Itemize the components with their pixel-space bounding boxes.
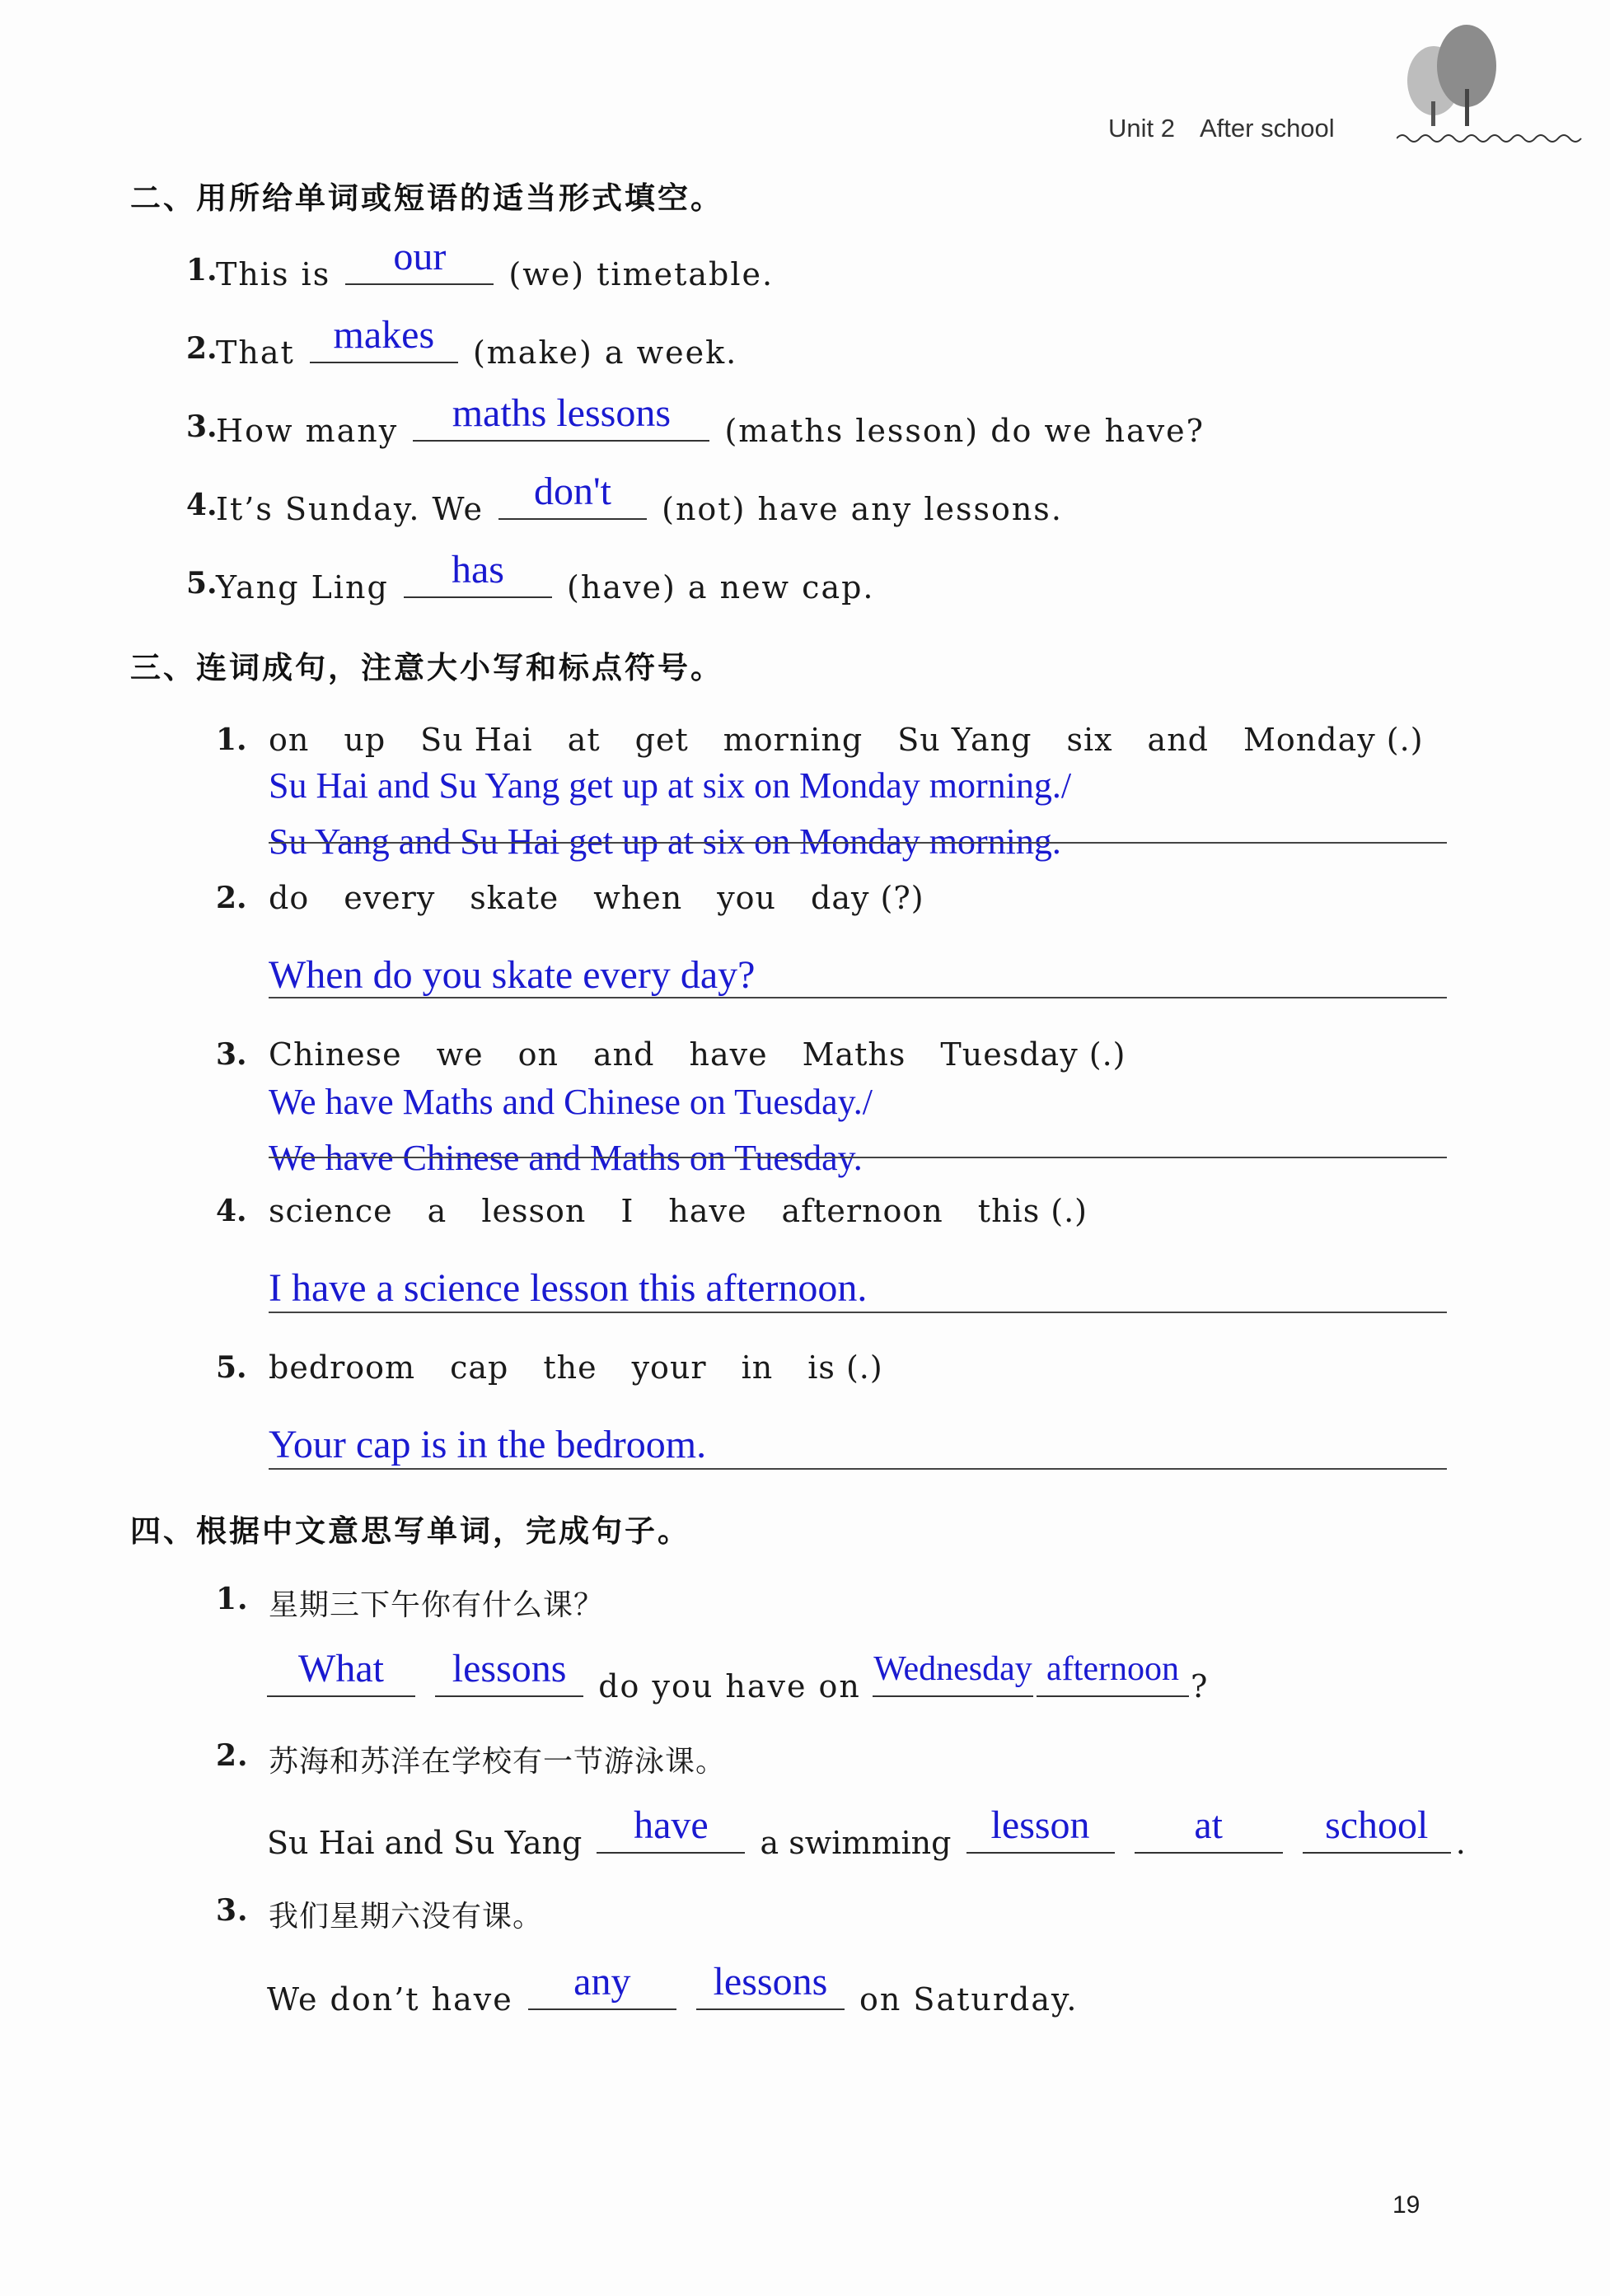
s3-item-5-words bbox=[216, 1343, 918, 1392]
answer-blank bbox=[1135, 1803, 1283, 1854]
section-3-heading: 三、连词成句，注意大小写和标点符号。 bbox=[130, 650, 723, 685]
item-text: It’s Sunday. We bbox=[216, 491, 484, 527]
word: I bbox=[620, 1193, 634, 1229]
s4-item-1-english bbox=[262, 1647, 1210, 1707]
answer-text: We have Maths and Chinese on Tuesday./ bbox=[269, 1082, 873, 1122]
header-title: After school bbox=[1199, 114, 1335, 143]
item-text: Yang Ling bbox=[216, 569, 389, 606]
trees-icon bbox=[1397, 23, 1512, 130]
word: Su Hai bbox=[420, 722, 533, 758]
answer-text: Your cap is in the bedroom. bbox=[269, 1423, 707, 1466]
word: you bbox=[717, 880, 777, 916]
word: every bbox=[344, 880, 436, 916]
word: science bbox=[269, 1193, 393, 1229]
word: morning bbox=[723, 722, 864, 758]
answer-text: afternoon bbox=[1046, 1650, 1179, 1688]
answer-text: any bbox=[573, 1960, 631, 2004]
word: is (.) bbox=[807, 1349, 883, 1386]
s3-item-4-words bbox=[216, 1186, 1122, 1236]
item-text: Su Hai and Su Yang bbox=[267, 1825, 583, 1861]
word: cap bbox=[450, 1349, 509, 1386]
word: at bbox=[567, 722, 601, 758]
answer-blank bbox=[528, 1960, 676, 2010]
answer-text: our bbox=[393, 235, 447, 278]
header-unit: Unit 2 bbox=[1108, 114, 1175, 143]
answer-line bbox=[269, 1312, 1447, 1313]
word: on bbox=[269, 722, 310, 758]
word: bedroom bbox=[269, 1349, 416, 1386]
item-text: do you have on bbox=[598, 1668, 861, 1704]
answer-blank bbox=[966, 1803, 1115, 1854]
item-text: . bbox=[1455, 1825, 1467, 1861]
word: we bbox=[436, 1036, 484, 1073]
s3-item-1-words bbox=[216, 715, 1458, 765]
answer-text: has bbox=[451, 548, 504, 592]
item-text: (make) a week. bbox=[472, 334, 738, 371]
answer-text: don't bbox=[534, 470, 612, 513]
word: and bbox=[593, 1036, 655, 1073]
s4-item-3-chinese bbox=[216, 1893, 544, 1935]
chinese-sentence: 我们星期六没有课。 bbox=[269, 1900, 544, 1934]
item-number: 3. bbox=[216, 1037, 247, 1072]
answer-blank bbox=[1303, 1803, 1451, 1854]
item-number: 3. bbox=[186, 409, 218, 444]
item-text: (we) timetable. bbox=[508, 256, 775, 292]
word: the bbox=[543, 1349, 597, 1386]
word: and bbox=[1147, 722, 1210, 758]
word: in bbox=[741, 1349, 774, 1386]
word: Monday (.) bbox=[1243, 722, 1424, 758]
s2-item-4 bbox=[186, 470, 1063, 530]
item-number: 1. bbox=[216, 722, 247, 757]
item-text: This is bbox=[216, 256, 331, 292]
item-text: That bbox=[216, 334, 295, 371]
item-number: 1. bbox=[216, 1582, 249, 1616]
word: get bbox=[634, 722, 689, 758]
word: Su Yang bbox=[897, 722, 1032, 758]
item-number: 5. bbox=[186, 566, 218, 601]
answer-line bbox=[269, 997, 1447, 998]
item-number: 5. bbox=[216, 1350, 247, 1385]
answer-blank bbox=[435, 1647, 583, 1697]
answer-text: maths lessons bbox=[452, 391, 672, 435]
answer-blank bbox=[597, 1803, 745, 1854]
answer-blank bbox=[413, 391, 709, 442]
answer-text: lessons bbox=[452, 1647, 567, 1690]
section-4-heading: 四、根据中文意思写单词，完成句子。 bbox=[130, 1513, 690, 1549]
word: Chinese bbox=[269, 1036, 402, 1073]
item-text: ? bbox=[1190, 1668, 1210, 1704]
item-number: 2. bbox=[216, 881, 247, 915]
answer-blank bbox=[267, 1647, 415, 1697]
running-header bbox=[1108, 114, 1335, 143]
s2-item-2 bbox=[186, 313, 738, 373]
answer-text: school bbox=[1325, 1803, 1429, 1847]
word: afternoon bbox=[781, 1193, 943, 1229]
answer-blank bbox=[696, 1960, 845, 2010]
answer-text: What bbox=[298, 1647, 384, 1690]
chinese-sentence: 星期三下午你有什么课？ bbox=[269, 1588, 605, 1622]
page-number: 19 bbox=[1392, 2191, 1420, 2219]
word: have bbox=[689, 1036, 768, 1073]
wave-divider bbox=[1397, 130, 1586, 147]
word: lesson bbox=[481, 1193, 587, 1229]
item-text: How many bbox=[216, 413, 399, 449]
s2-item-3 bbox=[186, 391, 1205, 451]
word: Tuesday (.) bbox=[940, 1036, 1126, 1073]
answer-text: We have Chinese and Maths on Tuesday. bbox=[269, 1138, 863, 1178]
answer-blank bbox=[873, 1650, 1033, 1697]
answer-text: lesson bbox=[990, 1803, 1090, 1847]
word: up bbox=[344, 722, 386, 758]
answer-blank bbox=[310, 313, 458, 363]
word: your bbox=[631, 1349, 707, 1386]
answer-text: I have a science lesson this afternoon. bbox=[269, 1266, 868, 1310]
word: a bbox=[427, 1193, 447, 1229]
answer-line bbox=[269, 1468, 1447, 1470]
s3-item-2-words bbox=[216, 873, 959, 923]
word: Maths bbox=[802, 1036, 906, 1073]
word: on bbox=[517, 1036, 559, 1073]
item-number: 2. bbox=[186, 331, 218, 366]
answer-line bbox=[269, 1157, 1447, 1158]
item-number: 3. bbox=[216, 1893, 249, 1928]
s4-item-2-chinese bbox=[216, 1738, 727, 1780]
item-number: 4. bbox=[186, 488, 218, 522]
item-number: 2. bbox=[216, 1738, 249, 1773]
s3-item-3-words bbox=[216, 1030, 1160, 1079]
answer-blank bbox=[345, 235, 494, 285]
answer-text: at bbox=[1194, 1803, 1223, 1847]
s2-item-1 bbox=[186, 235, 775, 295]
section-2-heading: 二、用所给单词或短语的适当形式填空。 bbox=[130, 180, 723, 216]
item-text: We don’t have bbox=[267, 1981, 513, 2018]
answer-text: Su Hai and Su Yang get up at six on Monday morning./ bbox=[269, 765, 1072, 806]
s2-item-5 bbox=[186, 548, 875, 608]
word: six bbox=[1066, 722, 1113, 758]
answer-line bbox=[269, 842, 1447, 844]
word: day (?) bbox=[811, 880, 924, 916]
answer-blank bbox=[404, 548, 552, 598]
item-number: 4. bbox=[216, 1194, 247, 1228]
chinese-sentence: 苏海和苏洋在学校有一节游泳课。 bbox=[269, 1745, 727, 1779]
answer-text: Su Yang and Su Hai get up at six on Monday morning. bbox=[269, 821, 1061, 862]
item-number: 1. bbox=[186, 253, 218, 288]
item-text: a swimming bbox=[760, 1825, 952, 1861]
item-text: (not) have any lessons. bbox=[662, 491, 1063, 527]
word: this (.) bbox=[977, 1193, 1088, 1229]
answer-text: When do you skate every day? bbox=[269, 953, 756, 997]
answer-blank bbox=[1037, 1650, 1189, 1697]
word: when bbox=[593, 880, 683, 916]
word: have bbox=[668, 1193, 747, 1229]
word: do bbox=[269, 880, 310, 916]
s4-item-2-english bbox=[267, 1803, 1467, 1863]
word: skate bbox=[470, 880, 559, 916]
item-text: (maths lesson) do we have? bbox=[724, 413, 1205, 449]
answer-text: lessons bbox=[713, 1960, 828, 2004]
s4-item-3-english bbox=[267, 1960, 1079, 2020]
answer-text: makes bbox=[333, 313, 435, 357]
item-text: on Saturday. bbox=[859, 1981, 1079, 2018]
answer-text: Wednesday bbox=[873, 1650, 1032, 1688]
answer-text: have bbox=[634, 1803, 709, 1847]
item-text: (have) a new cap. bbox=[567, 569, 875, 606]
answer-blank bbox=[498, 470, 647, 520]
s4-item-1-chinese bbox=[216, 1582, 605, 1624]
